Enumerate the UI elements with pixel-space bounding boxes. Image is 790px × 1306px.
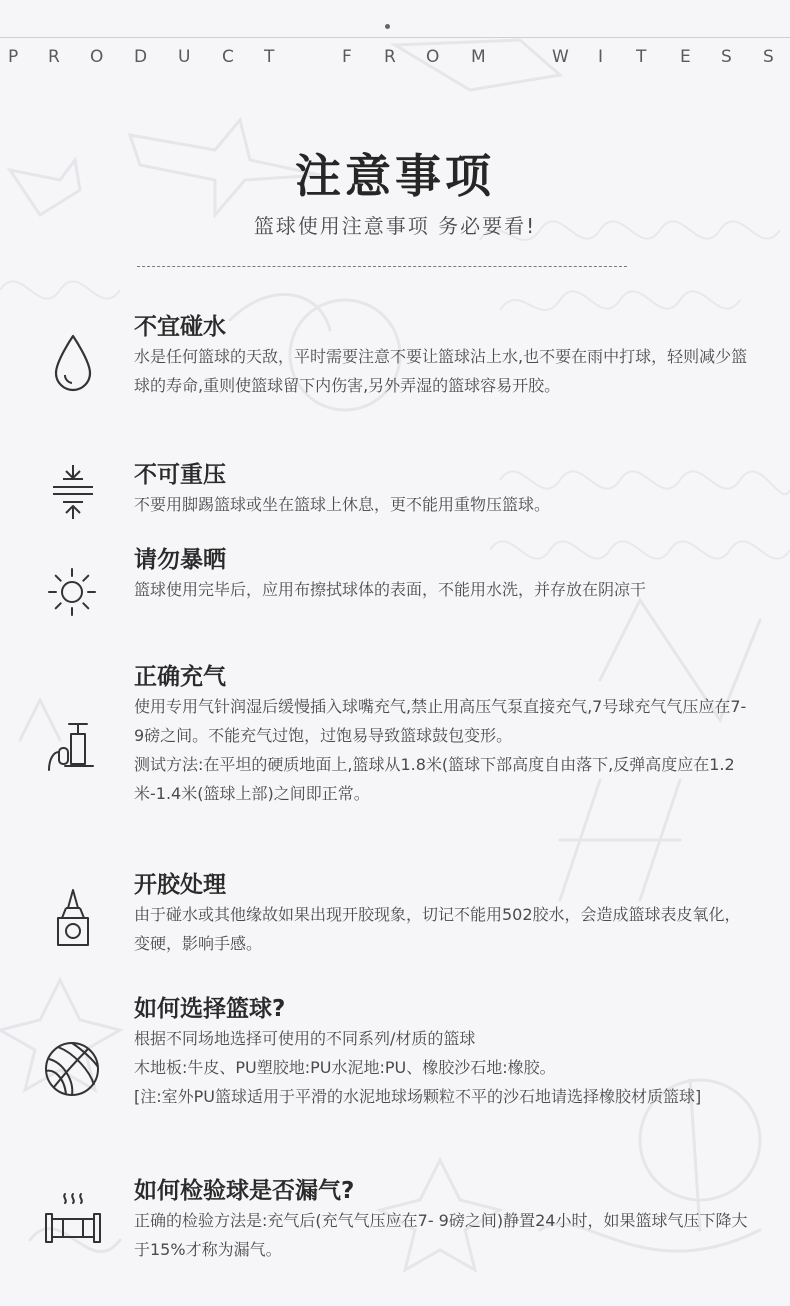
- brand-letter: O: [426, 47, 440, 67]
- page-title: 注意事项: [295, 149, 495, 203]
- section-title: 如何选择篮球?: [134, 996, 286, 1022]
- section-compress: [134, 460, 754, 519]
- basketball-icon: [44, 1041, 100, 1097]
- section-title: 不可重压: [134, 462, 226, 488]
- brand-letter: W: [552, 47, 569, 67]
- brand-tagline: [0, 47, 790, 69]
- leak-test-icon: [43, 1192, 103, 1246]
- brand-letter: T: [264, 47, 275, 67]
- brand-letter: R: [48, 47, 60, 67]
- pump-icon: [47, 722, 97, 774]
- section-title: 开胶处理: [134, 872, 226, 898]
- brand-letter: T: [636, 47, 647, 67]
- section-water: [134, 312, 754, 400]
- water-drop-icon: [52, 333, 94, 393]
- compress-icon: [51, 463, 95, 521]
- header-dot: [385, 24, 390, 29]
- section-leak: [134, 1176, 754, 1264]
- section-text: 水是任何篮球的天敌，平时需要注意不要让篮球沾上水,也不要在雨中打球，轻则减少篮球的寿命,重则使篮球留下内伤害,另外弄湿的篮球容易开胶。: [134, 347, 748, 395]
- section-text: 不要用脚踢篮球或坐在篮球上休息，更不能用重物压篮球。: [134, 495, 551, 514]
- brand-letter: C: [222, 47, 234, 67]
- section-choose: [134, 994, 754, 1111]
- section-pump: [134, 662, 754, 808]
- brand-letter: S: [721, 47, 732, 67]
- section-text: 测试方法:在平坦的硬质地面上,篮球从1.8米(篮球下部高度自由落下,反弹高度应在1.2米-1.4米(篮球上部)之间即正常。: [134, 755, 735, 803]
- section-text: 使用专用气针润湿后缓慢插入球嘴充气,禁止用高压气泵直接充气,7号球充气气压应在7- 9磅之间。不能充气过饱，过饱易导致篮球鼓包变形。: [134, 697, 747, 745]
- dashed-divider: [137, 266, 627, 267]
- section-text: 由于碰水或其他缘故如果出现开胶现象，切记不能用502胶水，会造成篮球表皮氧化，变硬，影响手感。: [134, 905, 741, 953]
- section-title: 如何检验球是否漏气?: [134, 1178, 355, 1204]
- brand-letter: P: [8, 47, 19, 67]
- brand-letter: F: [342, 47, 352, 67]
- section-text: [注:室外PU篮球适用于平滑的水泥地球场颗粒不平的沙石地请选择橡胶材质篮球]: [134, 1087, 702, 1106]
- brand-letter: O: [90, 47, 104, 67]
- section-title: 不宜碰水: [134, 314, 226, 340]
- section-sun: [134, 545, 754, 604]
- section-text: 根据不同场地选择可使用的不同系列/材质的篮球: [134, 1029, 476, 1048]
- brand-letter: M: [471, 47, 486, 67]
- brand-letter: R: [384, 47, 396, 67]
- section-glue: [134, 870, 754, 958]
- brand-letter: E: [680, 47, 691, 67]
- brand-letter: I: [598, 47, 604, 67]
- brand-letter: U: [178, 47, 191, 67]
- glue-bottle-icon: [52, 888, 94, 948]
- section-text: 正确的检验方法是:充气后(充气气压应在7- 9磅之间)静置24小时，如果篮球气压下降大于15%才称为漏气。: [134, 1211, 748, 1259]
- section-title: 正确充气: [134, 664, 226, 690]
- section-text: 木地板:牛皮、PU塑胶地:PU水泥地:PU、橡胶沙石地:橡胶。: [134, 1058, 556, 1077]
- section-title: 请勿暴晒: [134, 547, 226, 573]
- page-subtitle: 篮球使用注意事项 务必要看!: [253, 214, 537, 238]
- section-text: 篮球使用完毕后，应用布擦拭球体的表面，不能用水洗，并存放在阴凉干: [134, 580, 647, 599]
- header-rule: [0, 37, 790, 38]
- brand-letter: S: [763, 47, 774, 67]
- sun-icon: [47, 567, 97, 617]
- brand-letter: D: [134, 47, 148, 67]
